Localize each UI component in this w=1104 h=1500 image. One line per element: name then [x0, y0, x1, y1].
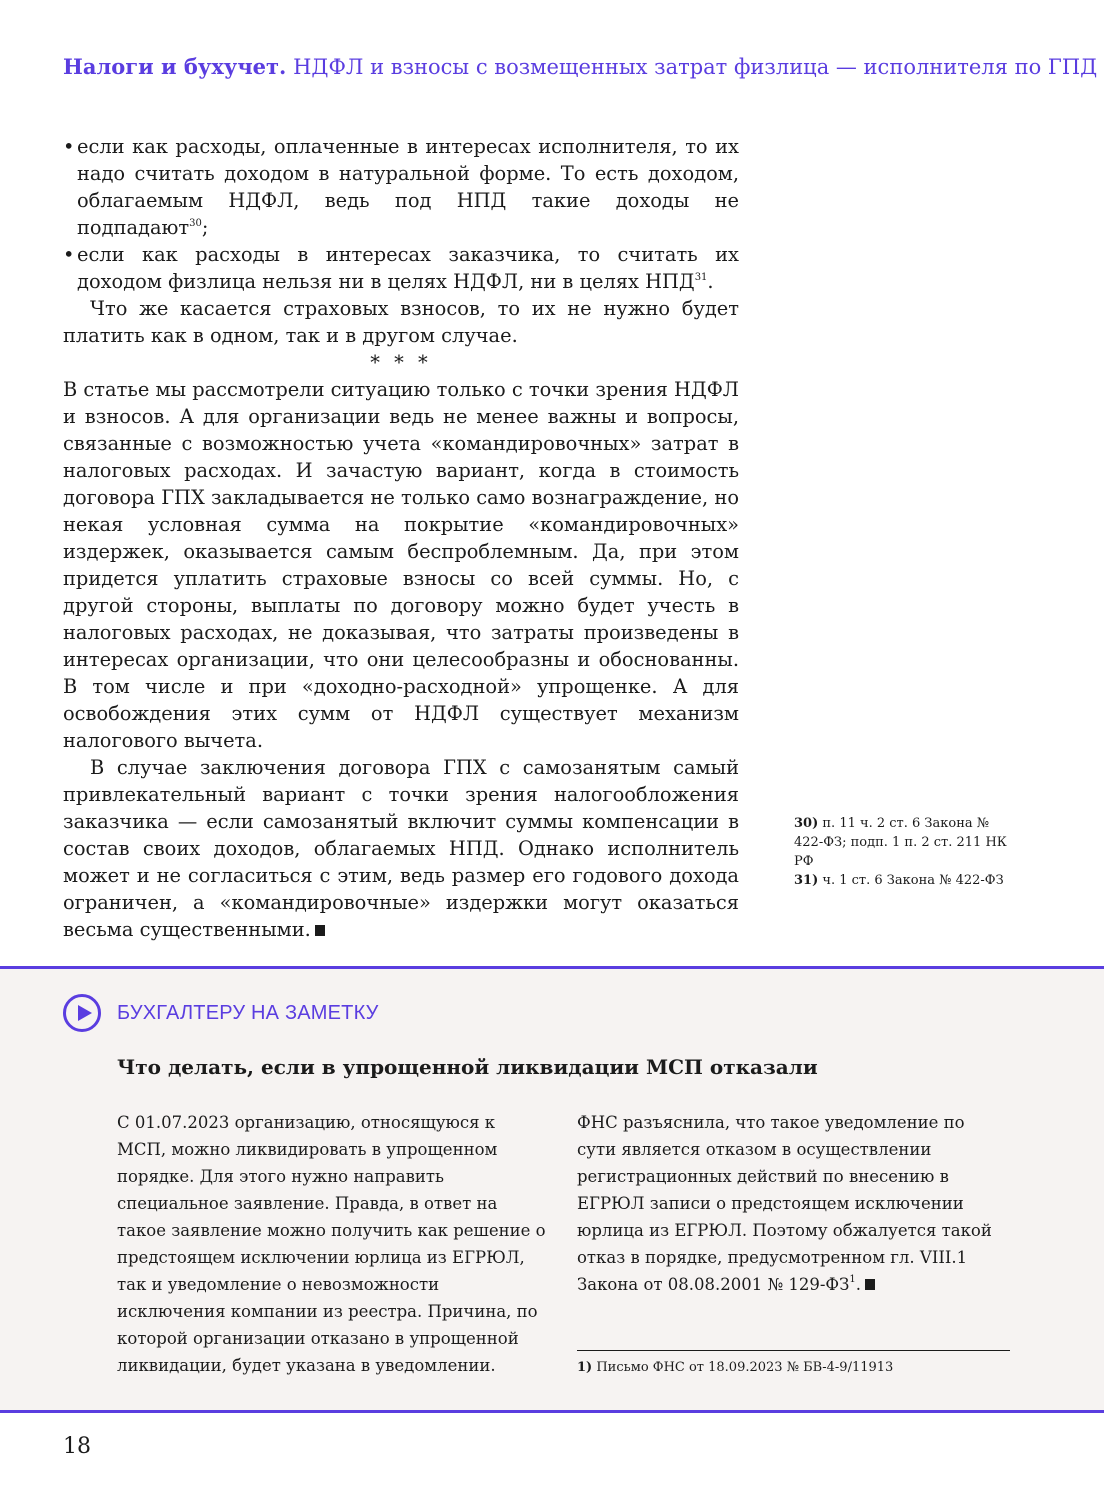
paragraph: В статье мы рассмотрели ситуацию только с точки зрения НДФЛ и взносов. А для организации ведь не менее важны и вопросы, связанные с возможностью учета «командировочных» затрат в налоговых расходах. И зачастую вариант, когда в стоимость договора ГПХ закладывается не только само вознаграждение, но некая условная сумма на покрытие «командировочных» издержек, оказывается самым беспроблемным. Да, при этом придется уплатить страховые взносы со всей суммы. Но, с другой стороны, выплаты по договору можно будет учесть в налоговых расходах, не доказывая, что затраты произведены в интересах организации, что они целесообразны и обоснованны. В том числе и при «доходно-расходной» упрощенке. А для освобождения этих сумм от НДФЛ существует механизм налогового вычета. — [63, 378, 739, 752]
footnote-number: 31) — [794, 873, 819, 888]
note-footnote — [577, 1358, 1017, 1377]
footnote-ref[interactable]: 1 — [849, 1274, 856, 1285]
punctuation: ; — [201, 216, 209, 239]
footnote-text: п. 11 ч. 2 ст. 6 Закона № 422-ФЗ; подп. 1 п. 2 ст. 211 НК РФ — [794, 816, 1007, 869]
footnote-text: ч. 1 ст. 6 Закона № 422-ФЗ — [822, 873, 1004, 888]
punctuation: . — [855, 1275, 861, 1294]
list-item — [63, 133, 739, 241]
header-section: Налоги и бухучет. — [63, 54, 287, 79]
paragraph-text: В случае заключения договора ГПХ с самозанятым самый привлекательный вариант с точки зрения налогообложения заказчика — если самозанятый включит суммы компенсации в состав своих доходов, облагаемых НПД. Однако исполнитель может и не согласиться с этим, ведь размер его годового дохода ограничен, а «командировочные» издержки могут оказаться весьма существенными. — [63, 756, 739, 941]
header-title: НДФЛ и взносы с возмещенных затрат физлица — исполнителя по ГПД — [293, 55, 1098, 79]
article-body — [63, 133, 739, 943]
end-of-note-mark — [865, 1279, 875, 1290]
paragraph — [577, 1109, 1007, 1298]
bullet-text: если как расходы, оплаченные в интересах исполнителя, то их надо считать доходом в натуральной форме. То есть доходом, облагаемым НДФЛ, ведь под НПД такие доходы не подпадают — [77, 135, 739, 239]
note-label: БУХГАЛТЕРУ НА ЗАМЕТКУ — [117, 1002, 379, 1024]
play-icon — [63, 994, 101, 1032]
footnote — [794, 871, 1014, 890]
end-of-article-mark — [315, 925, 325, 936]
note-column-left — [117, 1109, 547, 1379]
footnote-text: Письмо ФНС от 18.09.2023 № БВ-4-9/11913 — [596, 1360, 894, 1375]
paragraph: Что же касается страховых взносов, то их не нужно будет платить как в одном, так и в другом случае. — [63, 297, 739, 347]
note-column-right — [577, 1109, 1007, 1298]
footnote-ref[interactable]: 30 — [189, 218, 202, 229]
list-item — [63, 241, 739, 295]
footnote — [794, 814, 1014, 871]
note-title: Что делать, если в упрощенной ликвидации МСП отказали — [117, 1055, 818, 1079]
footnote-ref[interactable]: 31 — [694, 272, 708, 283]
punctuation: . — [707, 270, 714, 293]
paragraph — [63, 754, 739, 943]
footnote-number: 1) — [577, 1360, 593, 1375]
paragraph: С 01.07.2023 организацию, относящуюся к МСП, можно ликвидировать в упрощенном порядке. Для этого нужно направить специальное заявление. Правда, в ответ на такое заявление можно получить как решение о предстоящем исключении юрлица из ЕГРЮЛ, так и уведомление о невозможности исключения компании из реестра. Причина, по которой организации отказано в упрощенной ликвидации, будет указана в уведомлении. — [117, 1113, 546, 1375]
footnote-rule — [577, 1350, 1010, 1351]
footnote-number: 30) — [794, 816, 819, 831]
page-number: 18 — [63, 1434, 91, 1459]
bullet-text: если как расходы в интересах заказчика, то считать их доходом физлица нельзя ни в целях НДФЛ, ни в целях НПД — [77, 243, 739, 293]
running-header — [63, 52, 1098, 82]
paragraph-text: ФНС разъяснила, что такое уведомление по сути является отказом в осуществлении регистрационных действий по внесению в ЕГРЮЛ записи о предстоящем исключении юрлица из ЕГРЮЛ. Поэтому обжалуется такой отказ в порядке, предусмотренном гл. VIII.1 Закона от 08.08.2001 № 129-ФЗ — [577, 1113, 992, 1294]
section-separator: * * * — [370, 351, 432, 374]
